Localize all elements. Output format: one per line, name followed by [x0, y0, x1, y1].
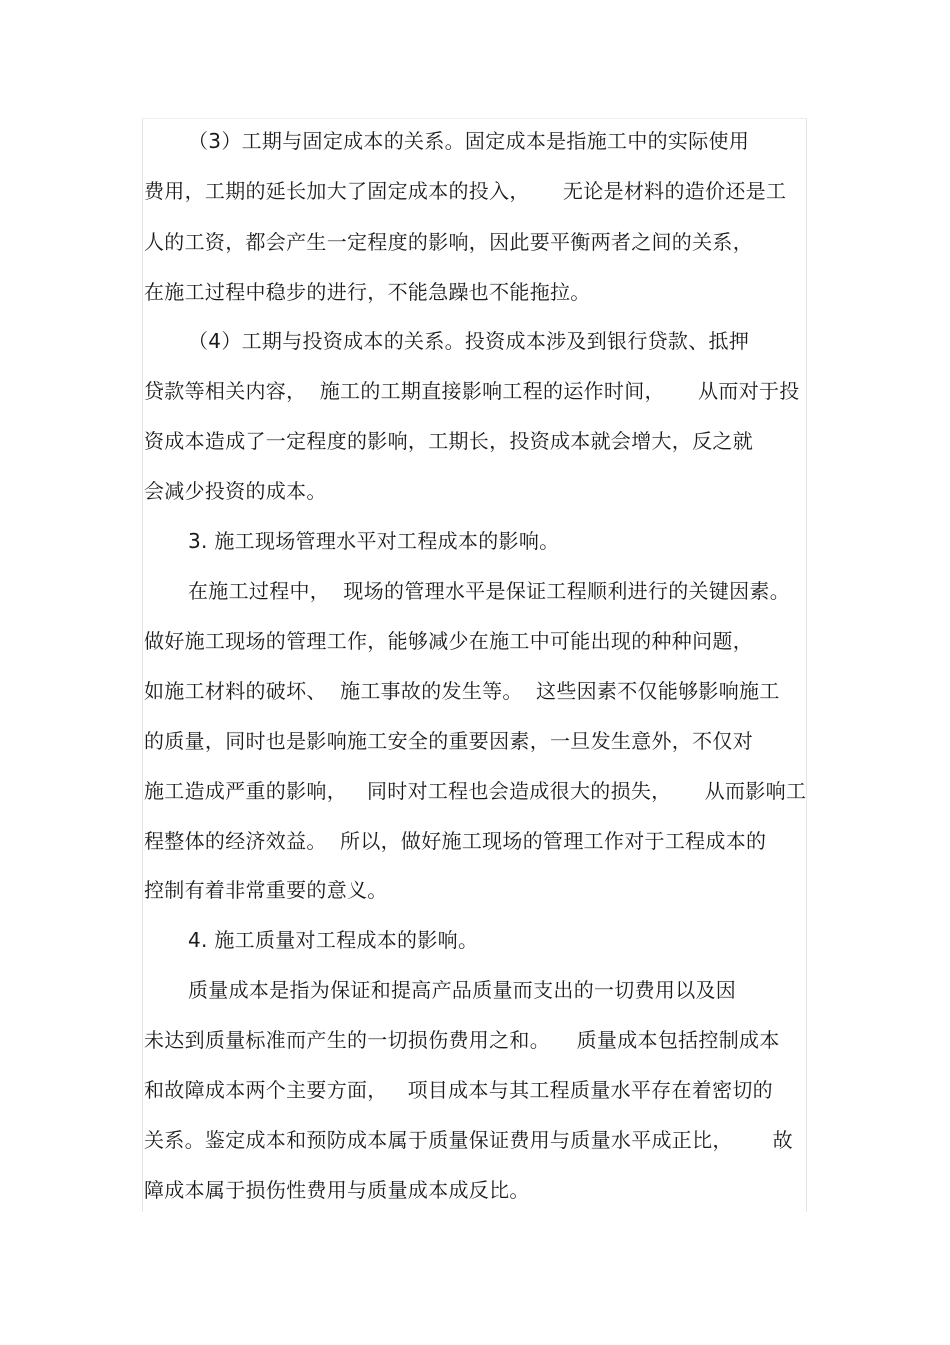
text-line-15: 程整体的经济效益。 所以，做好施工现场的管理工作对于工程成本的 — [144, 829, 767, 853]
text-line-6: 贷款等相关内容， 施工的工期直接影响工程的运作时间， 从而对于投 — [144, 379, 800, 403]
text-line-13: 的质量，同时也是影响施工安全的重要因素，一旦发生意外，不仅对 — [144, 729, 753, 753]
section-heading-3: 3. 施工现场管理水平对工程成本的影响。 — [188, 529, 560, 553]
text-line-12: 如施工材料的破坏、 施工事故的发生等。 这些因素不仅能够影响施工 — [144, 679, 780, 703]
text-line-16: 控制有着非常重要的意义。 — [144, 878, 388, 902]
section-heading-4: 4. 施工质量对工程成本的影响。 — [188, 928, 479, 952]
text-line-2: 费用，工期的延长加大了固定成本的投入， 无论是材料的造价还是工 — [144, 179, 787, 203]
text-line-20: 和故障成本两个主要方面， 项目成本与其工程质量水平存在着密切的 — [144, 1078, 773, 1102]
text-line-3: 人的工资，都会产生一定程度的影响，因此要平衡两者之间的关系， — [144, 230, 753, 254]
text-line-7: 资成本造成了一定程度的影响，工期长，投资成本就会增大，反之就 — [144, 429, 753, 453]
text-line-8: 会减少投资的成本。 — [144, 479, 327, 503]
text-line-19: 未达到质量标准而产生的一切损伤费用之和。 质量成本包括控制成本 — [144, 1028, 780, 1052]
text-line-18: 质量成本是指为保证和提高产品质量而支出的一切费用以及因 — [188, 978, 737, 1002]
text-line-4: 在施工过程中稳步的进行，不能急躁也不能拖拉。 — [144, 280, 591, 304]
text-line-22: 障成本属于损伤性费用与质量成本成反比。 — [144, 1178, 530, 1202]
text-line-21: 关系。鉴定成本和预防成本属于质量保证费用与质量水平成正比， 故 — [144, 1128, 793, 1152]
text-line-10: 在施工过程中， 现场的管理水平是保证工程顺利进行的关键因素。 — [188, 579, 791, 603]
text-line-11: 做好施工现场的管理工作，能够减少在施工中可能出现的种种问题， — [144, 629, 753, 653]
text-line-14: 施工造成严重的影响， 同时对工程也会造成很大的损失， 从而影响工 — [144, 779, 807, 803]
text-line-5: （4）工期与投资成本的关系。投资成本涉及到银行贷款、抵押 — [188, 329, 750, 353]
text-line-1: （3）工期与固定成本的关系。固定成本是指施工中的实际使用 — [188, 129, 750, 153]
